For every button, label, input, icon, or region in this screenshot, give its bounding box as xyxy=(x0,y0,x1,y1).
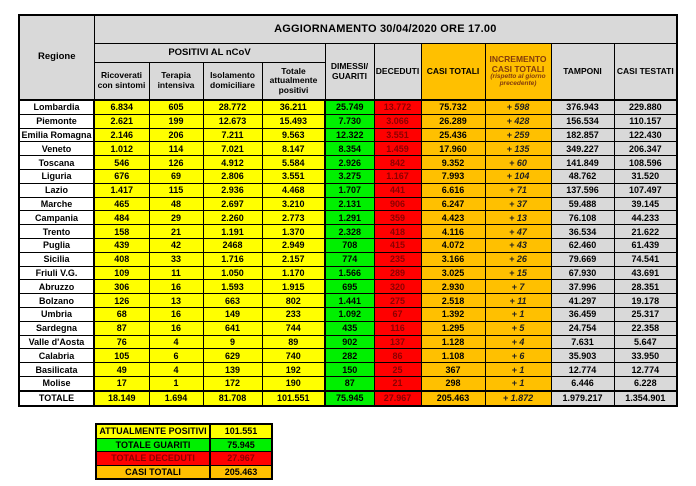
table-row xyxy=(19,307,677,321)
dimessi-guariti-cell: 8.354 xyxy=(325,142,374,156)
totale-positivi-cell: 1.370 xyxy=(262,225,325,239)
isolamento-cell: 2.697 xyxy=(203,197,262,211)
tamponi-cell: 35.903 xyxy=(551,349,614,363)
table-row xyxy=(19,335,677,349)
ricoverati-cell: 306 xyxy=(94,280,149,294)
totale-positivi-cell: 101.551 xyxy=(262,391,325,406)
casi-totali-cell: 1.295 xyxy=(421,321,485,335)
region-name: Puglia xyxy=(19,238,94,252)
terapia-intensiva-cell: 605 xyxy=(149,100,203,114)
totale-positivi-cell: 1.170 xyxy=(262,266,325,280)
totale-positivi-cell: 5.584 xyxy=(262,156,325,170)
tamponi-cell: 67.930 xyxy=(551,266,614,280)
ricoverati-cell: 126 xyxy=(94,294,149,308)
ricoverati-cell: 676 xyxy=(94,169,149,183)
deceduti-cell: 289 xyxy=(374,266,421,280)
incremento-cell: + 4 xyxy=(485,335,551,349)
casi-totali-cell: 25.436 xyxy=(421,128,485,142)
terapia-intensiva-cell: 29 xyxy=(149,211,203,225)
terapia-intensiva-cell: 199 xyxy=(149,114,203,128)
region-name: Bolzano xyxy=(19,294,94,308)
terapia-intensiva-cell: 16 xyxy=(149,307,203,321)
casi-totali-cell: 3.025 xyxy=(421,266,485,280)
totale-positivi-cell: 2.157 xyxy=(262,252,325,266)
terapia-intensiva-cell: 48 xyxy=(149,197,203,211)
casi-totali-cell: 4.072 xyxy=(421,238,485,252)
casi-totali-cell: 2.930 xyxy=(421,280,485,294)
isolamento-cell: 9 xyxy=(203,335,262,349)
ricoverati-cell: 1.012 xyxy=(94,142,149,156)
deceduti-cell: 67 xyxy=(374,307,421,321)
covid-regions-table xyxy=(18,14,678,407)
incremento-cell: + 598 xyxy=(485,100,551,114)
tamponi-cell: 141.849 xyxy=(551,156,614,170)
dimessi-guariti-cell: 1.566 xyxy=(325,266,374,280)
incremento-header-label: INCREMENTO CASI TOTALI xyxy=(489,54,547,74)
tamponi-cell: 12.774 xyxy=(551,363,614,377)
summary-body xyxy=(96,424,272,479)
casi-testati-cell: 110.157 xyxy=(614,114,677,128)
col-header-ricoverati: Ricoverati con sintomi xyxy=(94,63,149,101)
region-name: TOTALE xyxy=(19,391,94,406)
deceduti-cell: 25 xyxy=(374,363,421,377)
totale-positivi-cell: 2.773 xyxy=(262,211,325,225)
casi-testati-cell: 12.774 xyxy=(614,363,677,377)
dimessi-guariti-cell: 3.275 xyxy=(325,169,374,183)
ricoverati-cell: 2.146 xyxy=(94,128,149,142)
tamponi-cell: 376.943 xyxy=(551,100,614,114)
tamponi-cell: 1.979.217 xyxy=(551,391,614,406)
isolamento-cell: 172 xyxy=(203,376,262,390)
summary-row xyxy=(96,424,272,438)
table-row xyxy=(19,349,677,363)
casi-testati-cell: 22.358 xyxy=(614,321,677,335)
tamponi-cell: 7.631 xyxy=(551,335,614,349)
incremento-cell: + 5 xyxy=(485,321,551,335)
terapia-intensiva-cell: 16 xyxy=(149,280,203,294)
terapia-intensiva-cell: 11 xyxy=(149,266,203,280)
dimessi-guariti-cell: 25.749 xyxy=(325,100,374,114)
region-column-header: Regione xyxy=(19,15,94,100)
summary-value: 27.967 xyxy=(210,452,272,466)
casi-totali-cell: 1.392 xyxy=(421,307,485,321)
incremento-cell: + 47 xyxy=(485,225,551,239)
col-header-totale-positivi: Totale attualmente positivi xyxy=(262,63,325,101)
ricoverati-cell: 68 xyxy=(94,307,149,321)
tamponi-cell: 182.857 xyxy=(551,128,614,142)
deceduti-cell: 235 xyxy=(374,252,421,266)
isolamento-cell: 1.050 xyxy=(203,266,262,280)
deceduti-cell: 137 xyxy=(374,335,421,349)
table-row xyxy=(19,252,677,266)
totale-positivi-cell: 744 xyxy=(262,321,325,335)
ricoverati-cell: 2.621 xyxy=(94,114,149,128)
table-row xyxy=(19,321,677,335)
incremento-cell: + 71 xyxy=(485,183,551,197)
casi-totali-cell: 9.352 xyxy=(421,156,485,170)
casi-testati-cell: 74.541 xyxy=(614,252,677,266)
terapia-intensiva-cell: 16 xyxy=(149,321,203,335)
casi-testati-cell: 1.354.901 xyxy=(614,391,677,406)
incremento-cell: + 13 xyxy=(485,211,551,225)
casi-totali-cell: 17.960 xyxy=(421,142,485,156)
table-row xyxy=(19,100,677,114)
casi-testati-cell: 33.950 xyxy=(614,349,677,363)
isolamento-cell: 641 xyxy=(203,321,262,335)
col-header-dimessi-guariti: DIMESSI/ GUARITI xyxy=(325,44,374,101)
ricoverati-cell: 408 xyxy=(94,252,149,266)
isolamento-cell: 2.806 xyxy=(203,169,262,183)
table-row xyxy=(19,156,677,170)
isolamento-cell: 2.936 xyxy=(203,183,262,197)
casi-totali-cell: 1.108 xyxy=(421,349,485,363)
dimessi-guariti-cell: 1.707 xyxy=(325,183,374,197)
terapia-intensiva-cell: 206 xyxy=(149,128,203,142)
isolamento-cell: 7.021 xyxy=(203,142,262,156)
ricoverati-cell: 49 xyxy=(94,363,149,377)
table-row xyxy=(19,211,677,225)
region-name: Calabria xyxy=(19,349,94,363)
isolamento-cell: 2.260 xyxy=(203,211,262,225)
casi-testati-cell: 43.691 xyxy=(614,266,677,280)
isolamento-cell: 1.593 xyxy=(203,280,262,294)
casi-totali-cell: 26.289 xyxy=(421,114,485,128)
isolamento-cell: 149 xyxy=(203,307,262,321)
casi-testati-cell: 19.178 xyxy=(614,294,677,308)
col-header-terapia-intensiva: Terapia intensiva xyxy=(149,63,203,101)
summary-row xyxy=(96,452,272,466)
col-header-casi-totali: CASI TOTALI xyxy=(421,44,485,101)
casi-totali-cell: 2.518 xyxy=(421,294,485,308)
dimessi-guariti-cell: 150 xyxy=(325,363,374,377)
casi-testati-cell: 25.317 xyxy=(614,307,677,321)
incremento-cell: + 259 xyxy=(485,128,551,142)
totale-positivi-cell: 192 xyxy=(262,363,325,377)
incremento-cell: + 1 xyxy=(485,363,551,377)
table-row xyxy=(19,114,677,128)
terapia-intensiva-cell: 21 xyxy=(149,225,203,239)
isolamento-cell: 2468 xyxy=(203,238,262,252)
region-name: Liguria xyxy=(19,169,94,183)
incremento-cell: + 135 xyxy=(485,142,551,156)
isolamento-cell: 4.912 xyxy=(203,156,262,170)
dimessi-guariti-cell: 695 xyxy=(325,280,374,294)
deceduti-cell: 359 xyxy=(374,211,421,225)
totale-positivi-cell: 3.210 xyxy=(262,197,325,211)
region-name: Friuli V.G. xyxy=(19,266,94,280)
terapia-intensiva-cell: 4 xyxy=(149,335,203,349)
summary-label: TOTALE GUARITI xyxy=(96,438,210,452)
isolamento-cell: 12.673 xyxy=(203,114,262,128)
casi-totali-cell: 205.463 xyxy=(421,391,485,406)
tamponi-cell: 41.297 xyxy=(551,294,614,308)
region-name: Basilicata xyxy=(19,363,94,377)
region-name: Lombardia xyxy=(19,100,94,114)
casi-testati-cell: 206.347 xyxy=(614,142,677,156)
incremento-cell: + 7 xyxy=(485,280,551,294)
totale-positivi-cell: 9.563 xyxy=(262,128,325,142)
table-row xyxy=(19,142,677,156)
dimessi-guariti-cell: 435 xyxy=(325,321,374,335)
incremento-cell: + 6 xyxy=(485,349,551,363)
casi-testati-cell: 5.647 xyxy=(614,335,677,349)
casi-testati-cell: 107.497 xyxy=(614,183,677,197)
tamponi-cell: 156.534 xyxy=(551,114,614,128)
incremento-cell: + 37 xyxy=(485,197,551,211)
casi-totali-cell: 4.116 xyxy=(421,225,485,239)
incremento-cell: + 1 xyxy=(485,376,551,390)
terapia-intensiva-cell: 114 xyxy=(149,142,203,156)
dimessi-guariti-cell: 7.730 xyxy=(325,114,374,128)
incremento-cell: + 104 xyxy=(485,169,551,183)
deceduti-cell: 441 xyxy=(374,183,421,197)
casi-testati-cell: 229.880 xyxy=(614,100,677,114)
dimessi-guariti-cell: 87 xyxy=(325,376,374,390)
tamponi-cell: 349.227 xyxy=(551,142,614,156)
dimessi-guariti-cell: 902 xyxy=(325,335,374,349)
isolamento-cell: 81.708 xyxy=(203,391,262,406)
terapia-intensiva-cell: 6 xyxy=(149,349,203,363)
region-name: Campania xyxy=(19,211,94,225)
region-name: Abruzzo xyxy=(19,280,94,294)
deceduti-cell: 21 xyxy=(374,376,421,390)
ricoverati-cell: 87 xyxy=(94,321,149,335)
casi-totali-cell: 4.423 xyxy=(421,211,485,225)
ricoverati-cell: 546 xyxy=(94,156,149,170)
summary-label: ATTUALMENTE POSITIVI xyxy=(96,424,210,438)
table-row xyxy=(19,376,677,390)
terapia-intensiva-cell: 69 xyxy=(149,169,203,183)
casi-testati-cell: 61.439 xyxy=(614,238,677,252)
terapia-intensiva-cell: 42 xyxy=(149,238,203,252)
casi-testati-cell: 6.228 xyxy=(614,376,677,390)
deceduti-cell: 1.167 xyxy=(374,169,421,183)
tamponi-cell: 62.460 xyxy=(551,238,614,252)
summary-value: 101.551 xyxy=(210,424,272,438)
totale-positivi-cell: 36.211 xyxy=(262,100,325,114)
casi-totali-cell: 6.616 xyxy=(421,183,485,197)
incremento-cell: + 11 xyxy=(485,294,551,308)
deceduti-cell: 418 xyxy=(374,225,421,239)
deceduti-cell: 906 xyxy=(374,197,421,211)
tamponi-cell: 37.996 xyxy=(551,280,614,294)
ricoverati-cell: 439 xyxy=(94,238,149,252)
summary-value: 75.945 xyxy=(210,438,272,452)
region-name: Umbria xyxy=(19,307,94,321)
isolamento-cell: 139 xyxy=(203,363,262,377)
casi-testati-cell: 122.430 xyxy=(614,128,677,142)
region-name: Sardegna xyxy=(19,321,94,335)
dimessi-guariti-cell: 1.441 xyxy=(325,294,374,308)
casi-totali-cell: 6.247 xyxy=(421,197,485,211)
totale-positivi-cell: 89 xyxy=(262,335,325,349)
incremento-cell: + 26 xyxy=(485,252,551,266)
ricoverati-cell: 1.417 xyxy=(94,183,149,197)
tamponi-cell: 79.669 xyxy=(551,252,614,266)
totale-positivi-cell: 740 xyxy=(262,349,325,363)
totale-positivi-cell: 15.493 xyxy=(262,114,325,128)
incremento-header-note: (rispetto al giorno precedente) xyxy=(490,73,546,88)
summary-table xyxy=(95,423,273,480)
region-name: Emilia Romagna xyxy=(19,128,94,142)
isolamento-cell: 7.211 xyxy=(203,128,262,142)
ricoverati-cell: 6.834 xyxy=(94,100,149,114)
ricoverati-cell: 18.149 xyxy=(94,391,149,406)
terapia-intensiva-cell: 1.694 xyxy=(149,391,203,406)
dimessi-guariti-cell: 12.322 xyxy=(325,128,374,142)
tamponi-cell: 24.754 xyxy=(551,321,614,335)
casi-testati-cell: 39.145 xyxy=(614,197,677,211)
table-row xyxy=(19,128,677,142)
incremento-cell: + 1 xyxy=(485,307,551,321)
casi-totali-cell: 75.732 xyxy=(421,100,485,114)
col-header-deceduti: DECEDUTI xyxy=(374,44,421,101)
totale-positivi-cell: 1.915 xyxy=(262,280,325,294)
dimessi-guariti-cell: 1.092 xyxy=(325,307,374,321)
terapia-intensiva-cell: 33 xyxy=(149,252,203,266)
deceduti-cell: 842 xyxy=(374,156,421,170)
table-row xyxy=(19,225,677,239)
table-row xyxy=(19,169,677,183)
incremento-cell: + 60 xyxy=(485,156,551,170)
deceduti-cell: 13.772 xyxy=(374,100,421,114)
deceduti-cell: 27.967 xyxy=(374,391,421,406)
tamponi-cell: 48.762 xyxy=(551,169,614,183)
dimessi-guariti-cell: 2.131 xyxy=(325,197,374,211)
table-body xyxy=(19,100,677,406)
casi-totali-cell: 7.993 xyxy=(421,169,485,183)
totale-positivi-cell: 8.147 xyxy=(262,142,325,156)
region-name: Sicilia xyxy=(19,252,94,266)
region-name: Lazio xyxy=(19,183,94,197)
casi-testati-cell: 31.520 xyxy=(614,169,677,183)
dimessi-guariti-cell: 75.945 xyxy=(325,391,374,406)
ricoverati-cell: 109 xyxy=(94,266,149,280)
region-name: Piemonte xyxy=(19,114,94,128)
col-header-incremento xyxy=(485,44,551,101)
region-name: Marche xyxy=(19,197,94,211)
casi-testati-cell: 44.233 xyxy=(614,211,677,225)
ricoverati-cell: 484 xyxy=(94,211,149,225)
summary-row xyxy=(96,465,272,479)
col-header-isolamento: Isolamento domiciliare xyxy=(203,63,262,101)
ricoverati-cell: 158 xyxy=(94,225,149,239)
terapia-intensiva-cell: 126 xyxy=(149,156,203,170)
table-row xyxy=(19,363,677,377)
isolamento-cell: 629 xyxy=(203,349,262,363)
table-row xyxy=(19,294,677,308)
positivi-group-header: POSITIVI AL nCoV xyxy=(94,44,325,63)
casi-testati-cell: 28.351 xyxy=(614,280,677,294)
ricoverati-cell: 465 xyxy=(94,197,149,211)
casi-totali-cell: 1.128 xyxy=(421,335,485,349)
isolamento-cell: 1.191 xyxy=(203,225,262,239)
region-name: Toscana xyxy=(19,156,94,170)
col-header-tamponi: TAMPONI xyxy=(551,44,614,101)
deceduti-cell: 275 xyxy=(374,294,421,308)
dimessi-guariti-cell: 708 xyxy=(325,238,374,252)
deceduti-cell: 415 xyxy=(374,238,421,252)
casi-testati-cell: 108.596 xyxy=(614,156,677,170)
incremento-cell: + 1.872 xyxy=(485,391,551,406)
region-name: Trento xyxy=(19,225,94,239)
table-row xyxy=(19,197,677,211)
ricoverati-cell: 76 xyxy=(94,335,149,349)
isolamento-cell: 1.716 xyxy=(203,252,262,266)
table-row xyxy=(19,266,677,280)
dimessi-guariti-cell: 282 xyxy=(325,349,374,363)
casi-totali-cell: 3.166 xyxy=(421,252,485,266)
tamponi-cell: 59.488 xyxy=(551,197,614,211)
table-row xyxy=(19,183,677,197)
summary-label: CASI TOTALI xyxy=(96,465,210,479)
casi-testati-cell: 21.622 xyxy=(614,225,677,239)
deceduti-cell: 320 xyxy=(374,280,421,294)
isolamento-cell: 663 xyxy=(203,294,262,308)
casi-totali-cell: 367 xyxy=(421,363,485,377)
terapia-intensiva-cell: 115 xyxy=(149,183,203,197)
incremento-cell: + 43 xyxy=(485,238,551,252)
deceduti-cell: 86 xyxy=(374,349,421,363)
totale-positivi-cell: 2.949 xyxy=(262,238,325,252)
totale-positivi-cell: 3.551 xyxy=(262,169,325,183)
totale-row xyxy=(19,391,677,406)
tamponi-cell: 36.534 xyxy=(551,225,614,239)
table-title: AGGIORNAMENTO 30/04/2020 ORE 17.00 xyxy=(94,15,677,44)
deceduti-cell: 116 xyxy=(374,321,421,335)
totale-positivi-cell: 4.468 xyxy=(262,183,325,197)
dimessi-guariti-cell: 2.328 xyxy=(325,225,374,239)
col-header-casi-testati: CASI TESTATI xyxy=(614,44,677,101)
dimessi-guariti-cell: 774 xyxy=(325,252,374,266)
deceduti-cell: 3.066 xyxy=(374,114,421,128)
terapia-intensiva-cell: 13 xyxy=(149,294,203,308)
deceduti-cell: 1.459 xyxy=(374,142,421,156)
dimessi-guariti-cell: 2.926 xyxy=(325,156,374,170)
casi-totali-cell: 298 xyxy=(421,376,485,390)
dimessi-guariti-cell: 1.291 xyxy=(325,211,374,225)
totale-positivi-cell: 190 xyxy=(262,376,325,390)
terapia-intensiva-cell: 4 xyxy=(149,363,203,377)
region-name: Valle d'Aosta xyxy=(19,335,94,349)
tamponi-cell: 137.596 xyxy=(551,183,614,197)
table-row xyxy=(19,238,677,252)
isolamento-cell: 28.772 xyxy=(203,100,262,114)
incremento-cell: + 15 xyxy=(485,266,551,280)
summary-row xyxy=(96,438,272,452)
table-row xyxy=(19,280,677,294)
totale-positivi-cell: 802 xyxy=(262,294,325,308)
region-name: Molise xyxy=(19,376,94,390)
region-name: Veneto xyxy=(19,142,94,156)
deceduti-cell: 3.551 xyxy=(374,128,421,142)
terapia-intensiva-cell: 1 xyxy=(149,376,203,390)
tamponi-cell: 36.459 xyxy=(551,307,614,321)
totale-positivi-cell: 233 xyxy=(262,307,325,321)
incremento-cell: + 428 xyxy=(485,114,551,128)
ricoverati-cell: 105 xyxy=(94,349,149,363)
summary-value: 205.463 xyxy=(210,465,272,479)
ricoverati-cell: 17 xyxy=(94,376,149,390)
tamponi-cell: 6.446 xyxy=(551,376,614,390)
summary-label: TOTALE DECEDUTI xyxy=(96,452,210,466)
tamponi-cell: 76.108 xyxy=(551,211,614,225)
